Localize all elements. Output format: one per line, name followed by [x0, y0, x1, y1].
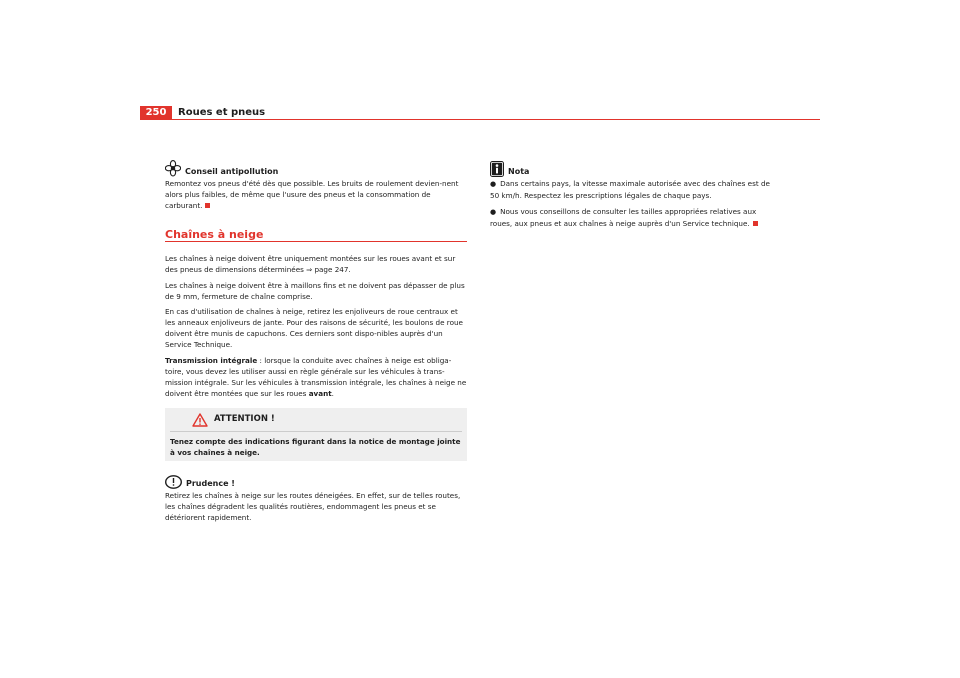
page-number: 250	[140, 106, 172, 120]
section-paragraph: Les chaînes à neige doivent être à maillons fins et ne doivent pas dépasser de plus de 9 mm, fermeture de chaîne comprise.	[165, 280, 465, 301]
eco-tip-block	[165, 160, 467, 211]
awd-paragraph	[165, 355, 467, 399]
note-title: Nota	[508, 167, 530, 176]
awd-label: Transmission intégrale	[165, 355, 258, 365]
eco-tip-heading	[165, 160, 467, 177]
warning-box	[165, 408, 467, 461]
warning-text: Tenez compte des indications figurant dans la notice de montage jointe à vos chaînes à neige.	[170, 436, 461, 457]
awd-emphasis: avant	[308, 388, 332, 398]
section-title: Chaînes à neige	[165, 229, 467, 242]
section-paragraph: En cas d'utilisation de chaînes à neige, retirez les enjoliveurs de roue centraux et les anneaux enjoliveurs de jante. Pour des raisons de sécurité, les boulons de roue doivent être munis de capuchons. Ces derniers sont dispo-nibles auprès d'un Service Technique.	[165, 307, 463, 349]
eco-tip-title: Conseil antipollution	[185, 167, 279, 176]
caution-icon	[165, 475, 182, 489]
note-bullet: ● Nous vous conseillons de consulter les tailles appropriées relatives aux roues, aux pneus et aux chaînes à neige auprès d'un Service technique.	[490, 206, 770, 229]
warning-title: ATTENTION !	[214, 414, 275, 424]
section-paragraph: Les chaînes à neige doivent être uniquement montées sur les roues avant et sur des pneus de dimensions déterminées ⇒ page 247.	[165, 254, 456, 274]
warning-triangle-icon	[192, 413, 208, 427]
note-heading	[490, 160, 770, 177]
warning-heading	[170, 412, 462, 432]
caution-text: Retirez les chaînes à neige sur les routes déneigées. En effet, sur de telles routes, les chaînes dégradent les qualités routières, endommagent les pneus et se détériorent rapidement.	[165, 490, 461, 522]
info-icon	[490, 161, 504, 177]
awd-end: .	[331, 388, 334, 398]
caution-title: Prudence !	[186, 478, 235, 488]
caution-heading	[165, 472, 467, 489]
section-end-marker	[753, 221, 758, 226]
left-column	[165, 160, 467, 527]
header-rule	[140, 119, 820, 120]
flower-icon	[165, 160, 181, 177]
caution-block	[165, 472, 467, 523]
right-column	[490, 160, 770, 233]
note-bullet: ● Dans certains pays, la vitesse maximale autorisée avec des chaînes est de 50 km/h. Respectez les prescriptions légales de chaque pays.	[490, 178, 770, 201]
awd-text: : lorsque la conduite avec chaînes à neige est obliga-toire, vous devez les utiliser aussi en règle générale sur les véhicules à trans-mission intégrale. Sur les véhicules à transmission intégrale, les chaînes à neige ne doivent être montées que sur les roues	[165, 355, 467, 398]
page-header-title: Roues et pneus	[178, 107, 266, 118]
section-end-marker	[205, 203, 210, 208]
eco-tip-text: Remontez vos pneus d'été dès que possible. Les bruits de roulement devien-nent alors plus faibles, de même que l'usure des pneus et la consommation de carburant.	[165, 179, 459, 210]
